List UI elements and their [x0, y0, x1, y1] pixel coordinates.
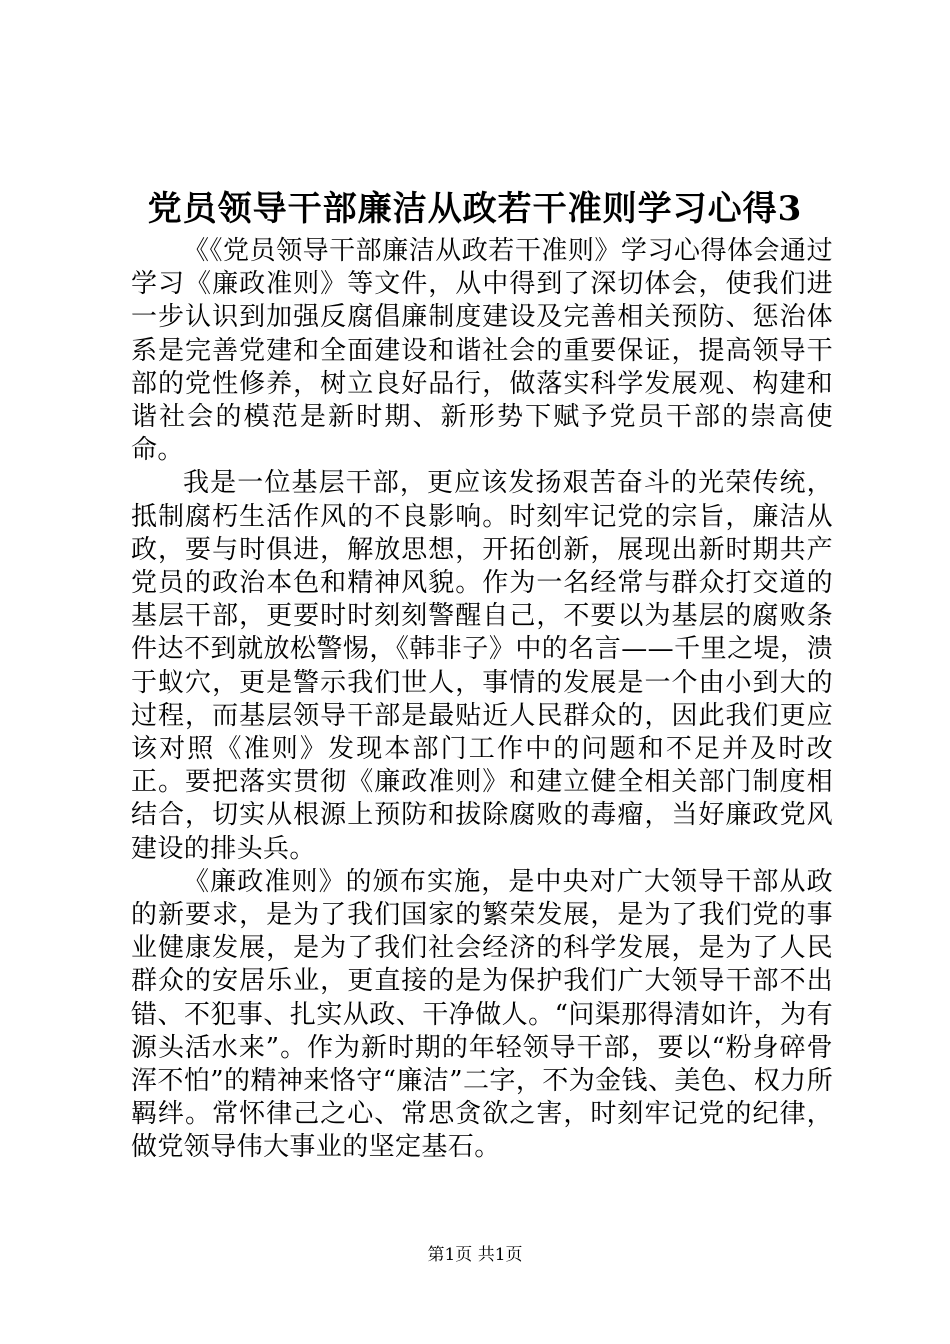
document-body	[131, 235, 833, 1165]
page-footer: 第1页 共1页	[427, 1245, 523, 1265]
paragraph-2: 我是一位基层干部，更应该发扬艰苦奋斗的光荣传统，抵制腐朽生活作风的不良影响。时刻牢记党的宗旨，廉洁从政，要与时俱进，解放思想，开拓创新，展现出新时期共产党员的政治本色和精神风貌。作为一名经常与群众打交道的基层干部，更要时时刻刻警醒自己，不要以为基层的腐败条件达不到就放松警惕，《韩非子》中的名言——千里之堤，溃于蚁穴，更是警示我们世人，事情的发展是一个由小到大的过程，而基层领导干部是最贴近人民群众的，因此我们更应该对照《准则》发现本部门工作中的问题和不足并及时改正。要把落实贯彻《廉政准则》和建立健全相关部门制度相结合，切实从根源上预防和拔除腐败的毒瘤，当好廉政党风建设的排头兵。	[131, 468, 833, 864]
document-title: 党员领导干部廉洁从政若干准则学习心得3	[147, 189, 803, 229]
paragraph-3: 《廉政准则》的颁布实施，是中央对广大领导干部从政的新要求，是为了我们国家的繁荣发展，是为了我们党的事业健康发展，是为了我们社会经济的科学发展，是为了人民群众的安居乐业，更直接的是为保护我们广大领导干部不出错、不犯事、扎实从政、干净做人。“问渠那得清如许，为有源头活水来”。作为新时期的年轻领导干部，要以“粉身碎骨浑不怕”的精神来恪守“廉洁”二字，不为金钱、美色、权力所羁绊。常怀律己之心、常思贪欲之害，时刻牢记党的纪律，做党领导伟大事业的坚定基石。	[131, 866, 833, 1163]
paragraph-1: 《《党员领导干部廉洁从政若干准则》学习心得体会通过学习《廉政准则》等文件，从中得到了深切体会，使我们进一步认识到加强反腐倡廉制度建设及完善相关预防、惩治体系是完善党建和全面建设和谐社会的重要保证，提高领导干部的党性修养，树立良好品行，做落实科学发展观、构建和谐社会的模范是新时期、新形势下赋予党员干部的崇高使命。	[131, 236, 833, 466]
